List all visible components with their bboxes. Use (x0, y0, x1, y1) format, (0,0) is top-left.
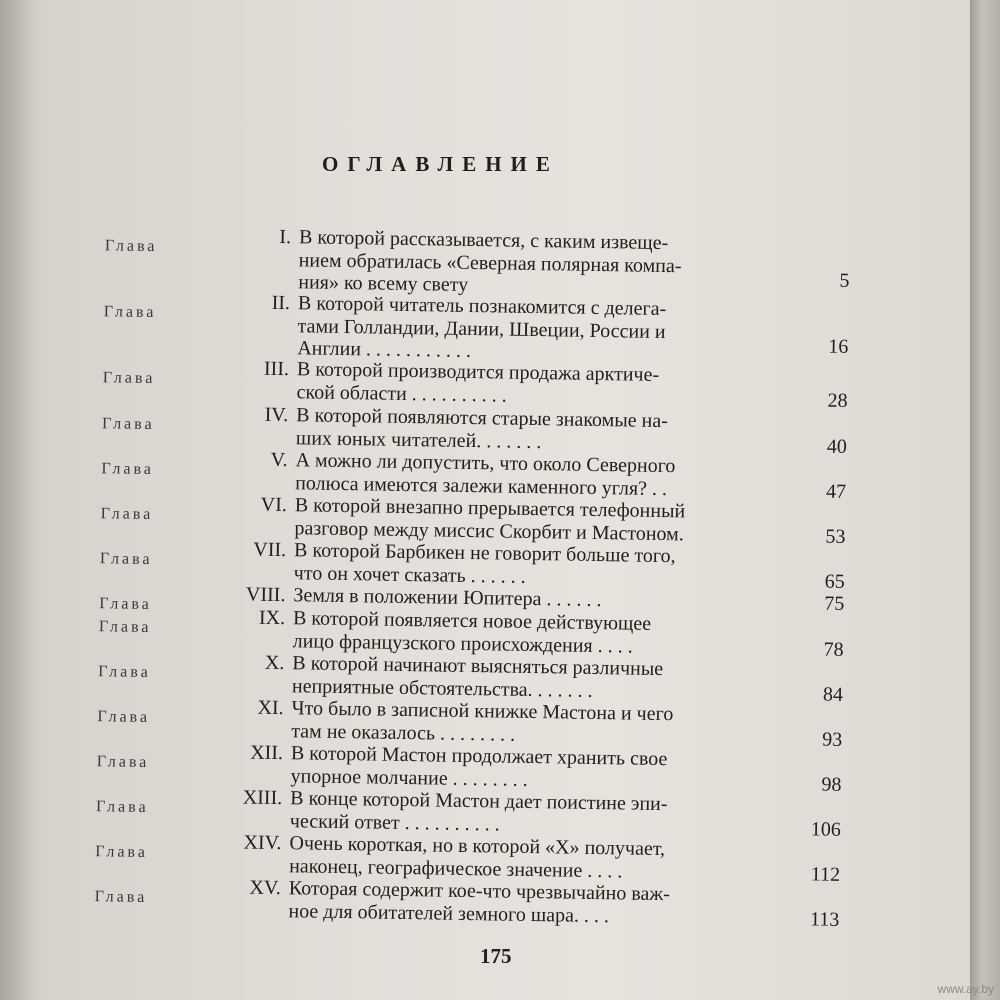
chapter-label: Глава (99, 550, 153, 569)
chapter-number: III. (263, 357, 290, 381)
indent (223, 781, 291, 782)
indent (231, 265, 299, 266)
chapter-page-number: 106 (810, 817, 841, 841)
toc-entry (104, 225, 850, 296)
chapter-page-number: 28 (827, 389, 848, 412)
chapter-number: VII. (253, 538, 287, 562)
chapter-title-text: разговор между миссис Скорбит и Мастоном. (294, 516, 684, 545)
chapter-page-number: 75 (824, 592, 845, 615)
chapter-title-text: полюса имеются залежи каменного угля? . . (295, 471, 668, 500)
chapter-number: XIII. (242, 786, 283, 810)
chapter-title-text: В которой производится продажа арктиче- (296, 358, 660, 386)
toc-entry (98, 651, 844, 706)
chapter-number: IV. (264, 403, 289, 427)
chapter-page-number: 65 (824, 570, 845, 593)
toc-entry (101, 403, 848, 458)
toc-entry (102, 357, 848, 412)
chapter-number: VI. (260, 493, 288, 517)
chapter-label: Глава (103, 303, 157, 322)
chapter-title-text: В которой начинают выясняться различные (292, 652, 664, 681)
chapter-title-text: неприятные обстоятельства. . . . . . . (291, 674, 593, 702)
chapter-title-text: ской области . . . . . . . . . . (296, 380, 507, 407)
chapter-page-number: 40 (826, 435, 848, 458)
chapter-title-text: Очень короткая, но в которой «X» получает, (289, 832, 666, 861)
chapter-page-number: 113 (809, 907, 840, 931)
chapter-title-text: В которой появляются старые знакомые на- (296, 404, 669, 433)
chapter-label: Глава (101, 415, 155, 434)
chapter-number: X. (264, 651, 285, 675)
chapter-title-text: В конце которой Мастон дает поистине эпи- (290, 787, 668, 816)
chapter-title-text: А можно ли допустить, что около Северного (295, 449, 676, 478)
indent (229, 397, 297, 398)
chapter-number: VIII. (245, 583, 286, 607)
chapter-title-text: нием обратилась «Северная полярная компа- (298, 248, 682, 277)
indent (226, 533, 294, 534)
chapter-title-text: Англии . . . . . . . . . . . (297, 337, 472, 362)
toc-entry (98, 606, 844, 661)
chapter-page-number: 5 (839, 269, 850, 292)
page-number-footer: 175 (480, 944, 512, 968)
chapter-title-text: В которой появляется новое действующее (292, 607, 652, 635)
chapter-title-text: там не оказалось . . . . . . . . (291, 719, 516, 746)
chapter-title (228, 357, 769, 410)
chapter-title-text: ших юных читателей. . . . . . . (295, 426, 542, 453)
chapter-title-text: ческий ответ . . . . . . . . . . (289, 809, 500, 835)
indent (227, 488, 295, 489)
chapter-page-number: 93 (822, 728, 843, 751)
chapter-title-text: В которой Барбикен не говорит больше того, (293, 539, 676, 568)
toc-entry (100, 493, 846, 548)
indent (222, 826, 290, 827)
chapter-title-text: Земля в положении Юпитера . . . . . . (293, 584, 602, 612)
chapter-label: Глава (100, 505, 154, 524)
chapter-label: Глава (97, 708, 151, 726)
chapter-title-text: ния» ко всему свету (298, 271, 469, 296)
indent (221, 871, 289, 872)
toc-entry (95, 831, 841, 886)
chapter-title-text: В которой рассказывается, с каким извеще- (298, 226, 669, 255)
chapter-title-text: тами Голландии, Дании, Швеции, России и (297, 314, 666, 343)
chapter-title (229, 291, 770, 367)
toc-entry (103, 291, 849, 362)
chapter-label: Глава (104, 237, 158, 256)
chapter-label: Глава (101, 460, 155, 479)
chapter-title-text: лицо французского происхождения . . . . (292, 629, 633, 658)
chapter-title-text: ное для обитателей земного шара. . . . (288, 899, 610, 927)
chapter-label: Глава (95, 798, 149, 816)
chapter-page-number: 16 (828, 335, 849, 358)
chapter-page-number: 112 (810, 862, 841, 886)
toc-entry (99, 583, 845, 615)
toc-entry (95, 786, 841, 841)
chapter-label: Глава (96, 753, 150, 771)
indent (230, 331, 298, 332)
chapter-label: Глава (95, 843, 149, 861)
chapter-page-number: 84 (822, 683, 844, 706)
chapter-number: XV. (249, 876, 281, 900)
chapter-title-text: В которой Мастон продолжает хранить свое (290, 742, 668, 771)
chapter-number: XII. (250, 741, 284, 765)
chapter-number: II. (271, 291, 291, 315)
toc-entry (101, 448, 847, 503)
chapter-label: Глава (98, 618, 152, 637)
chapter-title-text: наконец, географическое значение . . . . (289, 854, 623, 882)
toc-entry (94, 876, 840, 931)
toc-entry (96, 741, 842, 796)
chapter-label: Глава (102, 369, 156, 388)
chapter-label: Глава (98, 663, 151, 681)
indent (224, 691, 292, 692)
watermark: www.ay.by (937, 982, 994, 996)
chapter-page-number: 78 (823, 638, 844, 661)
indent (225, 646, 293, 647)
chapter-title-text: Которая содержит кое-что чрезвычайно важ- (288, 877, 671, 906)
indent (223, 736, 291, 737)
chapter-number: I. (279, 225, 292, 249)
chapter-number: XIV. (243, 831, 282, 855)
chapter-title (230, 225, 771, 301)
page-title: ОГЛАВЛЕНИЕ (322, 152, 559, 176)
chapter-label: Глава (94, 888, 148, 906)
chapter-title-text: упорное молчание . . . . . . . . (290, 764, 528, 791)
toc-entry (99, 538, 845, 593)
chapter-label: Глава (99, 595, 152, 614)
chapter-title (220, 876, 761, 929)
chapter-title-text: В которой внезапно прерывается телефонный (294, 494, 686, 523)
chapter-number: XI. (257, 696, 284, 720)
indent (226, 578, 294, 579)
chapter-title-text: что он хочет сказать . . . . . . (293, 561, 526, 588)
chapter-page-number: 47 (825, 480, 847, 503)
chapter-title-text: Что было в записной книжке Мастона и чего (291, 697, 674, 726)
chapter-page-number: 98 (821, 773, 842, 796)
toc-entry (97, 696, 843, 751)
chapter-title-text: В которой читатель познакомится с делега- (297, 292, 667, 321)
indent (228, 443, 296, 444)
indent (220, 916, 288, 917)
chapter-page-number: 53 (825, 525, 846, 548)
indent (230, 287, 298, 288)
chapter-number: V. (270, 448, 288, 472)
chapter-number: IX. (258, 606, 286, 630)
indent (229, 353, 297, 354)
